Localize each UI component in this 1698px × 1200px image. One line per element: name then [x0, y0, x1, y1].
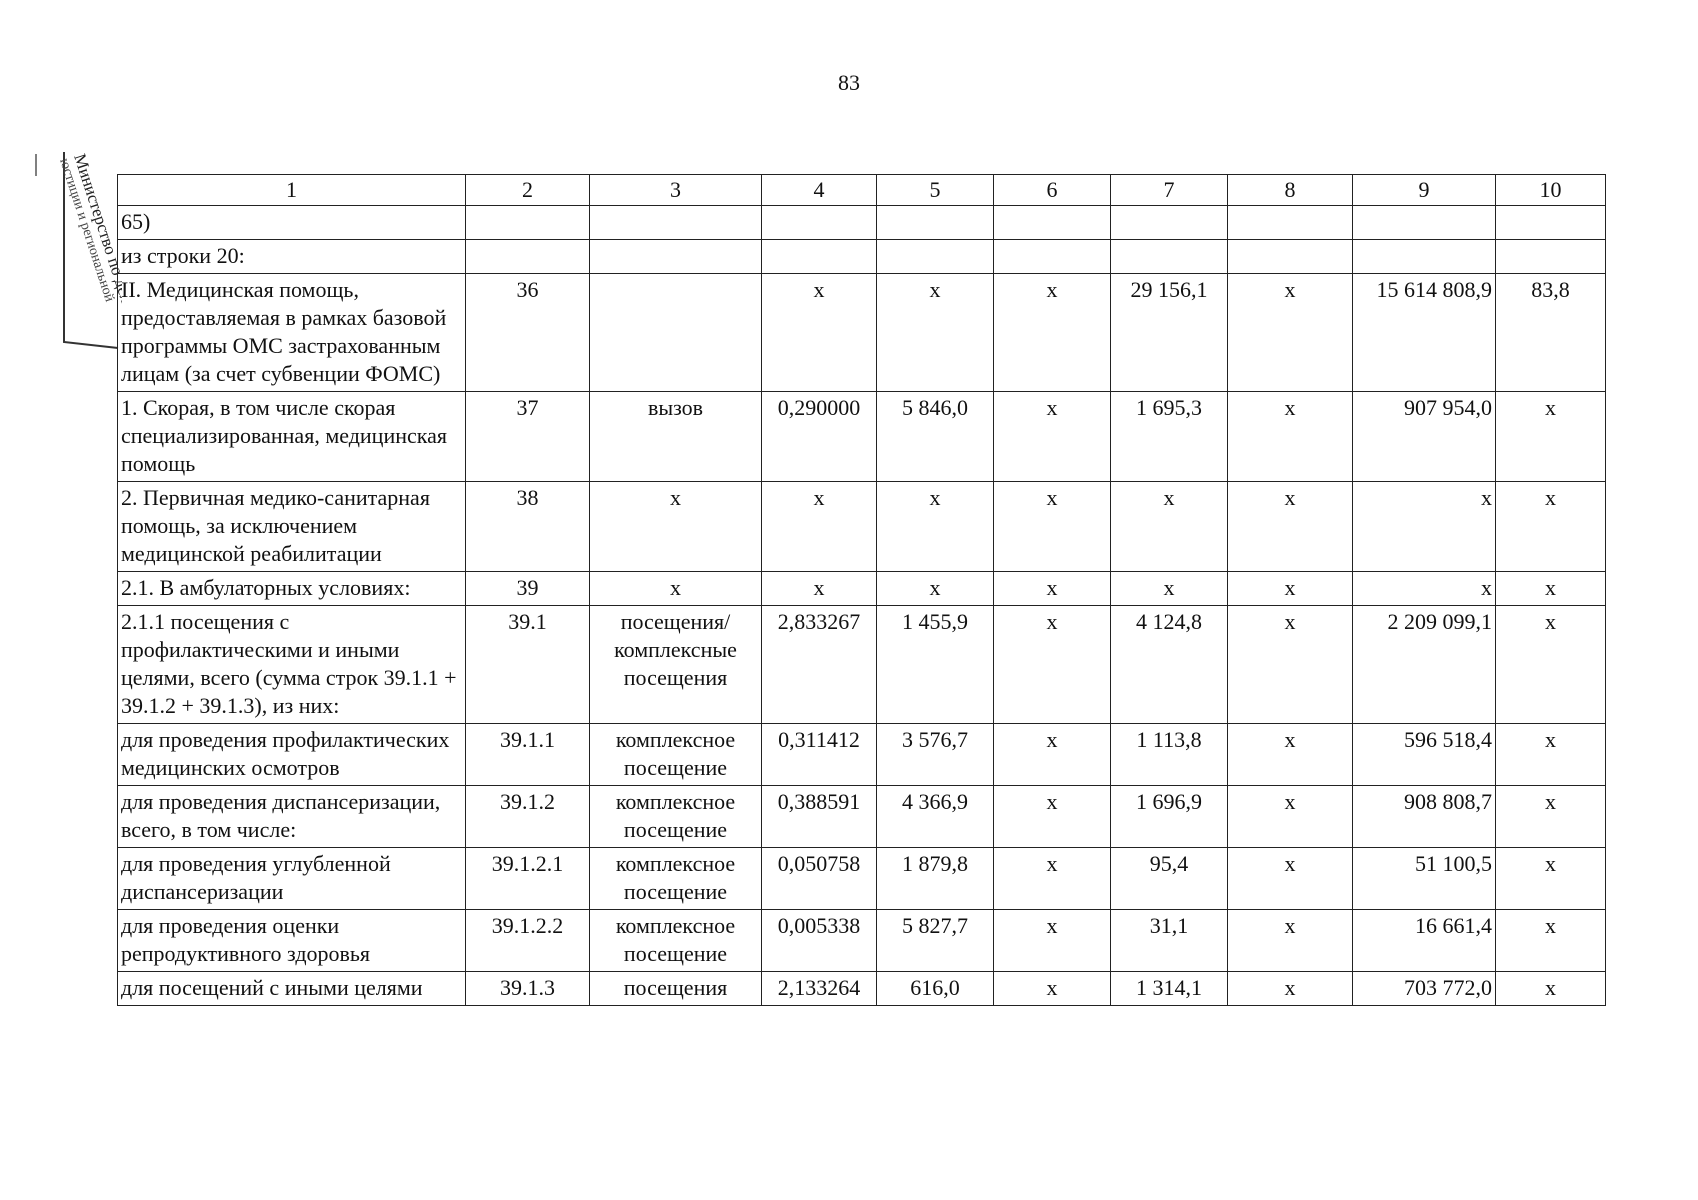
header-cell: 3 — [590, 175, 762, 206]
table-row — [118, 786, 1606, 848]
table-cell: х — [1228, 482, 1353, 572]
table-cell: комплексное посещение — [590, 724, 762, 786]
table-cell: посещения/ комплексные посещения — [590, 606, 762, 724]
table-cell — [1496, 206, 1606, 240]
table-cell: х — [590, 482, 762, 572]
table-cell: 616,0 — [877, 972, 994, 1006]
table-cell: 39 — [466, 572, 590, 606]
table-cell — [590, 274, 762, 392]
table-row — [118, 572, 1606, 606]
table-cell: 95,4 — [1111, 848, 1228, 910]
table-row — [118, 206, 1606, 240]
table-cell: х — [1496, 482, 1606, 572]
table-cell: комплексное посещение — [590, 910, 762, 972]
table-cell: х — [994, 972, 1111, 1006]
table-cell: 2.1. В амбулаторных условиях: — [118, 572, 466, 606]
table-cell: 83,8 — [1496, 274, 1606, 392]
table-cell — [1228, 240, 1353, 274]
table-row — [118, 910, 1606, 972]
table-cell — [994, 240, 1111, 274]
table-cell: 39.1.1 — [466, 724, 590, 786]
table-cell: для проведения диспансеризации, всего, в том числе: — [118, 786, 466, 848]
table-cell: х — [1228, 606, 1353, 724]
table-cell — [762, 206, 877, 240]
table-cell — [466, 206, 590, 240]
table-cell: 39.1.2.2 — [466, 910, 590, 972]
table-cell: для посещений с иными целями — [118, 972, 466, 1006]
table-cell: х — [877, 274, 994, 392]
table-cell: х — [994, 786, 1111, 848]
table-cell: 2,833267 — [762, 606, 877, 724]
table-cell: II. Медицинская помощь, предоставляемая в рамках базовой программы ОМС застрахованным лицам (за счет субвенции ФОМС) — [118, 274, 466, 392]
table-cell: 0,311412 — [762, 724, 877, 786]
table-cell: 4 366,9 — [877, 786, 994, 848]
table-cell: х — [762, 572, 877, 606]
table-cell: 15 614 808,9 — [1353, 274, 1496, 392]
table-cell: 16 661,4 — [1353, 910, 1496, 972]
table-cell: 5 827,7 — [877, 910, 994, 972]
table-cell: х — [877, 482, 994, 572]
table-row — [118, 848, 1606, 910]
header-cell: 8 — [1228, 175, 1353, 206]
header-cell: 1 — [118, 175, 466, 206]
table-cell: х — [994, 848, 1111, 910]
header-cell: 10 — [1496, 175, 1606, 206]
table-cell: 51 100,5 — [1353, 848, 1496, 910]
table-row — [118, 392, 1606, 482]
table-cell: х — [1228, 972, 1353, 1006]
table-cell: комплексное посещение — [590, 848, 762, 910]
table-cell: для проведения оценки репродуктивного здоровья — [118, 910, 466, 972]
table-cell: 1 455,9 — [877, 606, 994, 724]
table-cell — [1496, 240, 1606, 274]
table-row — [118, 606, 1606, 724]
table-cell — [762, 240, 877, 274]
table-cell: х — [994, 572, 1111, 606]
table-cell: посещения — [590, 972, 762, 1006]
table-cell: 1 314,1 — [1111, 972, 1228, 1006]
table-cell: х — [994, 482, 1111, 572]
table-cell: 1. Скорая, в том числе скорая специализированная, медицинская помощь — [118, 392, 466, 482]
table-cell: 1 879,8 — [877, 848, 994, 910]
table-cell: 38 — [466, 482, 590, 572]
table-cell: х — [1353, 482, 1496, 572]
table-cell: 907 954,0 — [1353, 392, 1496, 482]
table-cell — [877, 240, 994, 274]
header-cell: 9 — [1353, 175, 1496, 206]
table-cell: х — [1228, 910, 1353, 972]
table-cell: 0,005338 — [762, 910, 877, 972]
table-cell — [1111, 240, 1228, 274]
table-cell — [994, 206, 1111, 240]
table-cell: х — [994, 606, 1111, 724]
table-cell: вызов — [590, 392, 762, 482]
table-cell: 0,050758 — [762, 848, 877, 910]
table-cell: х — [1228, 274, 1353, 392]
table-cell: 39.1.2.1 — [466, 848, 590, 910]
table-cell: х — [590, 572, 762, 606]
table-cell — [466, 240, 590, 274]
stamp-line-1: Министерство по делам — [70, 151, 122, 323]
budget-table — [117, 174, 1606, 1006]
table-cell: 2. Первичная медико-санитарная помощь, за исключением медицинской реабилитации — [118, 482, 466, 572]
registration-stamp — [30, 136, 122, 356]
table-cell: х — [1496, 972, 1606, 1006]
table-row — [118, 274, 1606, 392]
stamp-line-2: юстиции и региональной — [56, 156, 117, 304]
table-cell: 36 — [466, 274, 590, 392]
table-cell: х — [994, 274, 1111, 392]
table-cell: х — [994, 724, 1111, 786]
table-row — [118, 240, 1606, 274]
table-cell: 39.1.3 — [466, 972, 590, 1006]
header-cell: 2 — [466, 175, 590, 206]
table-cell: х — [1496, 786, 1606, 848]
table-cell: для проведения профилактических медицинских осмотров — [118, 724, 466, 786]
table-cell: 0,290000 — [762, 392, 877, 482]
table-cell — [1353, 240, 1496, 274]
table-cell: 39.1 — [466, 606, 590, 724]
table-cell: х — [1353, 572, 1496, 606]
table-cell — [590, 240, 762, 274]
table-cell: 29 156,1 — [1111, 274, 1228, 392]
table-cell — [1228, 206, 1353, 240]
table-cell: х — [1496, 848, 1606, 910]
table-cell: 1 695,3 — [1111, 392, 1228, 482]
table-cell — [1353, 206, 1496, 240]
table-cell: х — [1496, 606, 1606, 724]
table-cell: 908 808,7 — [1353, 786, 1496, 848]
table-cell: х — [1496, 910, 1606, 972]
table-cell: 39.1.2 — [466, 786, 590, 848]
table-cell: 4 124,8 — [1111, 606, 1228, 724]
table-cell: х — [1496, 572, 1606, 606]
header-cell: 6 — [994, 175, 1111, 206]
table-cell: 0,388591 — [762, 786, 877, 848]
table-cell: х — [1496, 392, 1606, 482]
table-cell: х — [994, 392, 1111, 482]
table-cell: 31,1 — [1111, 910, 1228, 972]
table-cell: 3 576,7 — [877, 724, 994, 786]
table-cell: 1 696,9 — [1111, 786, 1228, 848]
table-cell: 703 772,0 — [1353, 972, 1496, 1006]
table-cell: х — [1228, 724, 1353, 786]
table-cell: х — [1228, 786, 1353, 848]
header-cell: 5 — [877, 175, 994, 206]
table-cell: х — [1111, 482, 1228, 572]
table-cell: 37 — [466, 392, 590, 482]
table-cell — [590, 206, 762, 240]
table-cell: х — [1111, 572, 1228, 606]
table-cell: комплексное посещение — [590, 786, 762, 848]
table-row — [118, 482, 1606, 572]
table-cell: из строки 20: — [118, 240, 466, 274]
table-row — [118, 972, 1606, 1006]
page-number: 83 — [838, 70, 860, 95]
table-row — [118, 724, 1606, 786]
header-cell: 7 — [1111, 175, 1228, 206]
table-cell: 2 209 099,1 — [1353, 606, 1496, 724]
table-cell: х — [762, 482, 877, 572]
table-cell: х — [877, 572, 994, 606]
table-cell — [877, 206, 994, 240]
table-cell: х — [1228, 848, 1353, 910]
header-row — [118, 175, 1606, 206]
table-cell — [1111, 206, 1228, 240]
table-cell: 65) — [118, 206, 466, 240]
header-cell: 4 — [762, 175, 877, 206]
table-cell: 2,133264 — [762, 972, 877, 1006]
table-cell: 596 518,4 — [1353, 724, 1496, 786]
table-cell: х — [994, 910, 1111, 972]
table-cell: х — [762, 274, 877, 392]
table-cell: 1 113,8 — [1111, 724, 1228, 786]
table-cell: х — [1228, 392, 1353, 482]
table-cell: для проведения углубленной диспансеризации — [118, 848, 466, 910]
table-cell: х — [1496, 724, 1606, 786]
table-cell: 2.1.1 посещения с профилактическими и иными целями, всего (сумма строк 39.1.1 + 39.1.2 + 39.1.3), из них: — [118, 606, 466, 724]
table-cell: х — [1228, 572, 1353, 606]
table-cell: 5 846,0 — [877, 392, 994, 482]
